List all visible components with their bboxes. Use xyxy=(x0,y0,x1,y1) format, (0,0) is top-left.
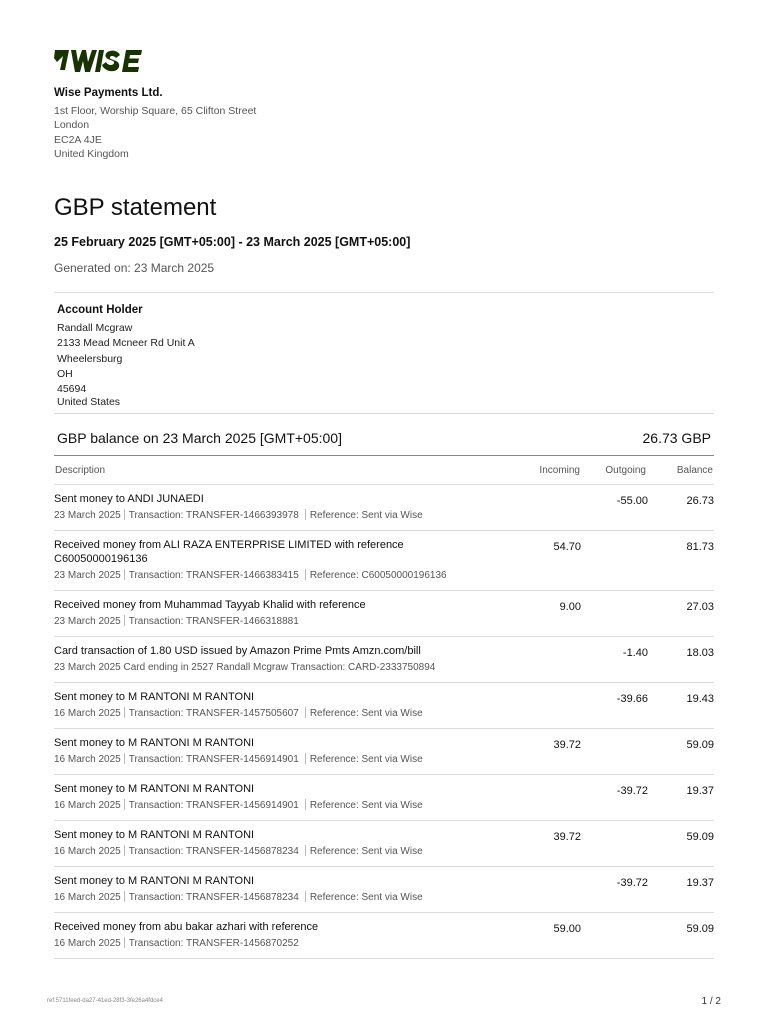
transaction-description: Sent money to ANDI JUNAEDI xyxy=(54,493,204,505)
company-block xyxy=(54,86,256,162)
column-header-incoming: Incoming xyxy=(539,465,580,476)
outgoing-amount: -39.72 xyxy=(616,785,648,797)
transaction-reference: Reference: Sent via Wise xyxy=(309,846,423,857)
balance-amount-cell: 19.43 xyxy=(686,693,714,705)
balance-amount-cell: 59.09 xyxy=(686,831,714,843)
balance-amount-cell: 27.03 xyxy=(686,601,714,613)
column-header-outgoing: Outgoing xyxy=(605,465,646,476)
table-row xyxy=(54,637,714,683)
transaction-reference: Reference: C60050000196136 xyxy=(309,570,447,581)
company-address-line: 1st Floor, Worship Square, 65 Clifton Street xyxy=(54,104,257,117)
transactions-table xyxy=(54,485,714,959)
outgoing-amount: -1.40 xyxy=(622,647,648,659)
balance-amount-cell: 19.37 xyxy=(686,785,714,797)
account-holder-line: Randall Mcgraw xyxy=(57,322,133,335)
balance-label: GBP balance on 23 March 2025 [GMT+05:00] xyxy=(57,430,342,446)
table-row xyxy=(54,913,714,959)
account-holder-line: United States xyxy=(57,396,121,409)
column-header-description: Description xyxy=(55,465,106,476)
company-name: Wise Payments Ltd. xyxy=(54,87,163,99)
incoming-amount: 54.70 xyxy=(553,541,581,553)
transaction-date: 23 March 2025 xyxy=(54,570,121,581)
transaction-reference: Reference: Sent via Wise xyxy=(309,708,423,719)
transaction-reference: Reference: Sent via Wise xyxy=(309,510,423,521)
table-row xyxy=(54,867,714,913)
transaction-id: Transaction: TRANSFER-1456914901 xyxy=(128,800,299,811)
transaction-meta xyxy=(54,661,714,674)
transaction-meta xyxy=(54,753,714,766)
table-row xyxy=(54,485,714,531)
outgoing-amount: -39.66 xyxy=(616,693,648,705)
transaction-date: 16 March 2025 xyxy=(54,800,121,811)
transaction-date: 16 March 2025 xyxy=(54,754,121,765)
transaction-id: Transaction: TRANSFER-1456878234 xyxy=(128,846,299,857)
balance-amount-cell: 18.03 xyxy=(686,647,714,659)
transaction-id: Transaction: TRANSFER-1457505607 xyxy=(128,708,299,719)
incoming-amount: 9.00 xyxy=(559,601,581,613)
transaction-reference: Reference: Sent via Wise xyxy=(309,800,423,811)
transaction-reference: Reference: Sent via Wise xyxy=(309,892,423,903)
transaction-description: Sent money to M RANTONI M RANTONI xyxy=(54,737,255,749)
transaction-description: Sent money to M RANTONI M RANTONI xyxy=(54,691,255,703)
transaction-date: 16 March 2025 xyxy=(54,708,121,719)
transaction-meta xyxy=(54,569,714,582)
transaction-date: 16 March 2025 xyxy=(54,846,121,857)
table-row xyxy=(54,591,714,637)
transaction-card-details: 23 March 2025 Card ending in 2527 Randall Mcgraw Transaction: CARD-2333750894 xyxy=(54,662,436,673)
transaction-date: 16 March 2025 xyxy=(54,892,121,903)
table-row xyxy=(54,531,714,591)
divider xyxy=(54,413,714,414)
company-address-line: United Kingdom xyxy=(54,148,129,161)
transaction-meta xyxy=(54,615,714,628)
transaction-meta xyxy=(54,937,714,950)
column-header-balance: Balance xyxy=(676,465,713,476)
transaction-description: Sent money to M RANTONI M RANTONI xyxy=(54,783,255,795)
balance-amount: 26.73 GBP xyxy=(642,430,711,446)
transaction-description: Sent money to M RANTONI M RANTONI xyxy=(54,875,255,887)
account-holder-line: OH xyxy=(57,367,73,380)
table-row xyxy=(54,821,714,867)
incoming-amount: 39.72 xyxy=(553,831,581,843)
footer-reference: ref:5711feed-da27-41ed-28f3-3fe26a4fdce4 xyxy=(47,998,163,1004)
transaction-id: Transaction: TRANSFER-1466393978 xyxy=(128,510,299,521)
transaction-meta xyxy=(54,845,714,858)
transaction-meta xyxy=(54,799,714,812)
balance-amount-cell: 59.09 xyxy=(686,923,714,935)
transaction-meta xyxy=(54,891,714,904)
account-holder-line: 2133 Mead Mcneer Rd Unit A xyxy=(57,337,195,350)
company-address-line: London xyxy=(54,119,90,132)
transaction-id: Transaction: TRANSFER-1456870252 xyxy=(128,938,299,949)
statement-title: GBP statement xyxy=(54,194,217,221)
incoming-amount: 59.00 xyxy=(553,923,581,935)
outgoing-amount: -55.00 xyxy=(616,495,648,507)
incoming-amount: 39.72 xyxy=(553,739,581,751)
transaction-id: Transaction: TRANSFER-1456878234 xyxy=(128,892,299,903)
table-row xyxy=(54,683,714,729)
statement-period: 25 February 2025 [GMT+05:00] - 23 March 2025 [GMT+05:00] xyxy=(54,235,411,249)
company-address-line: EC2A 4JE xyxy=(54,133,102,146)
table-row xyxy=(54,775,714,821)
transaction-description: Received money from abu bakar azhari with reference xyxy=(54,921,319,933)
transaction-meta xyxy=(54,707,714,720)
account-holder-line: 45694 xyxy=(57,383,87,396)
transaction-description: Received money from ALI RAZA ENTERPRISE LIMITED with reference C60050000196136 xyxy=(54,539,404,565)
transaction-date: 23 March 2025 xyxy=(54,510,121,521)
account-holder-line: Wheelersburg xyxy=(57,352,123,365)
account-holder-heading: Account Holder xyxy=(57,304,143,316)
transaction-id: Transaction: TRANSFER-1456914901 xyxy=(128,754,299,765)
transaction-description: Card transaction of 1.80 USD issued by Amazon Prime Pmts Amzn.com/bill xyxy=(54,645,421,657)
balance-amount-cell: 81.73 xyxy=(686,541,714,553)
divider xyxy=(54,292,714,293)
transaction-description: Received money from Muhammad Tayyab Khalid with reference xyxy=(54,599,366,611)
account-holder-block xyxy=(57,303,195,407)
transaction-date: 16 March 2025 xyxy=(54,938,121,949)
outgoing-amount: -39.72 xyxy=(616,877,648,889)
wise-logo xyxy=(54,46,158,76)
transaction-meta xyxy=(54,509,714,522)
table-row xyxy=(54,729,714,775)
transaction-id: Transaction: TRANSFER-1466383415 xyxy=(128,570,299,581)
transaction-reference: Reference: Sent via Wise xyxy=(309,754,423,765)
transaction-id: Transaction: TRANSFER-1466318881 xyxy=(128,616,299,627)
page-number: 1 / 2 xyxy=(701,996,721,1007)
balance-amount-cell: 19.37 xyxy=(686,877,714,889)
balance-amount-cell: 26.73 xyxy=(686,495,714,507)
generated-date: Generated on: 23 March 2025 xyxy=(54,261,215,275)
transaction-date: 23 March 2025 xyxy=(54,616,121,627)
table-top-rule xyxy=(54,455,714,456)
balance-amount-cell: 59.09 xyxy=(686,739,714,751)
transaction-description: Sent money to M RANTONI M RANTONI xyxy=(54,829,255,841)
